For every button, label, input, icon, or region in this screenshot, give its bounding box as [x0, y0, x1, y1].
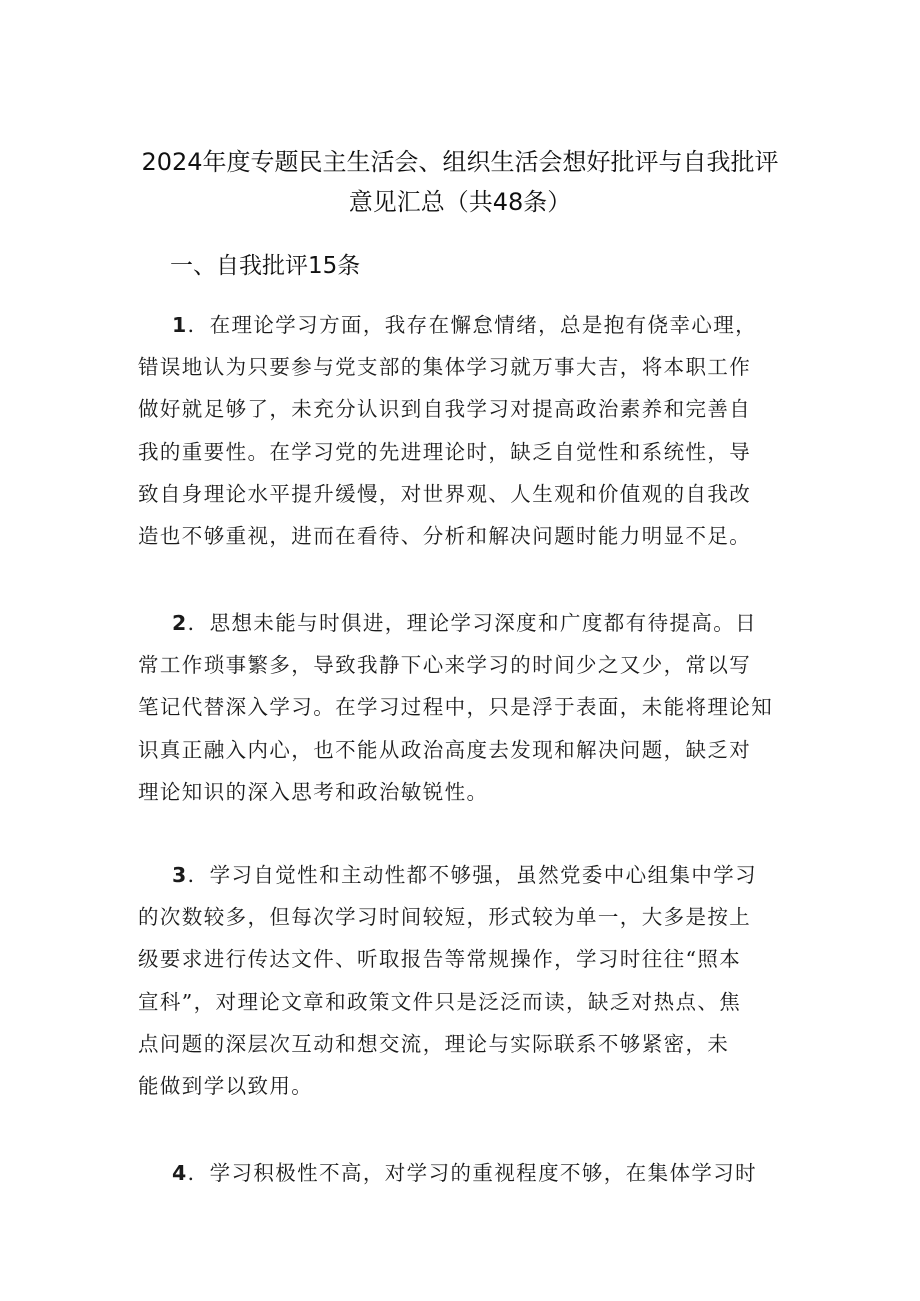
title-line-2: 意见汇总（共48条） [348, 188, 572, 216]
paragraph-line: 理论知识的深入思考和政治敏锐性。 [138, 779, 489, 804]
paragraph-item-3 [138, 854, 788, 1107]
item-number: 1 [172, 313, 188, 337]
paragraph-line: 的次数较多，但每次学习时间较短，形式较为单一，大多是按上 [138, 905, 752, 930]
paragraph-line: 致自身理论水平提升缓慢，对世界观、人生观和价值观的自我改 [138, 481, 752, 506]
paragraph-line: 能做到学以致用。 [138, 1073, 314, 1098]
paragraph-line: 造也不够重视，进而在看待、分析和解决问题时能力明显不足。 [138, 523, 752, 548]
paragraph-line: 点问题的深层次互动和想交流，理论与实际联系不够紧密，未 [138, 1031, 730, 1056]
paragraph-line: 1．在理论学习方面，我存在懈怠情绪，总是抱有侥幸心理， [172, 313, 758, 337]
item-number: 3 [172, 863, 188, 887]
paragraph-line: 4．学习积极性不高，对学习的重视程度不够，在集体学习时 [172, 1161, 758, 1185]
paragraph-line: 笔记代替深入学习。在学习过程中，只是浮于表面，未能将理论知 [138, 695, 774, 720]
paragraph-line: 做好就足够了，未充分认识到自我学习对提高政治素养和完善自 [138, 397, 752, 422]
paragraph-line: 错误地认为只要参与党支部的集体学习就万事大吉，将本职工作 [138, 355, 752, 380]
paragraph-line: 级要求进行传达文件、听取报告等常规操作，学习时往往“照本 [138, 947, 742, 972]
title-line-1: 2024年度专题民主生活会、组织生活会想好批评与自我批评 [141, 148, 779, 176]
paragraph-item-4 [138, 1152, 788, 1194]
paragraph-line: 识真正融入内心，也不能从政治高度去发现和解决问题，缺乏对 [138, 737, 752, 762]
paragraph-item-1 [138, 304, 788, 557]
item-number: 2 [172, 611, 188, 635]
paragraph-line: 我的重要性。在学习党的先进理论时，缺乏自觉性和系统性，导 [138, 439, 752, 464]
paragraph-line: 2．思想未能与时俱进，理论学习深度和广度都有待提高。日 [172, 611, 758, 635]
paragraph-line: 3．学习自觉性和主动性都不够强，虽然党委中心组集中学习 [172, 863, 758, 887]
document-title [128, 142, 792, 222]
section-heading: 一、自我批评15条 [170, 253, 361, 279]
paragraph-line: 常工作琐事繁多，导致我静下心来学习的时间少之又少，常以写 [138, 653, 752, 678]
item-number: 4 [172, 1161, 188, 1185]
paragraph-item-2 [138, 602, 788, 813]
paragraph-line: 宣科”，对理论文章和政策文件只是泛泛而读，缺乏对热点、焦 [138, 989, 742, 1014]
